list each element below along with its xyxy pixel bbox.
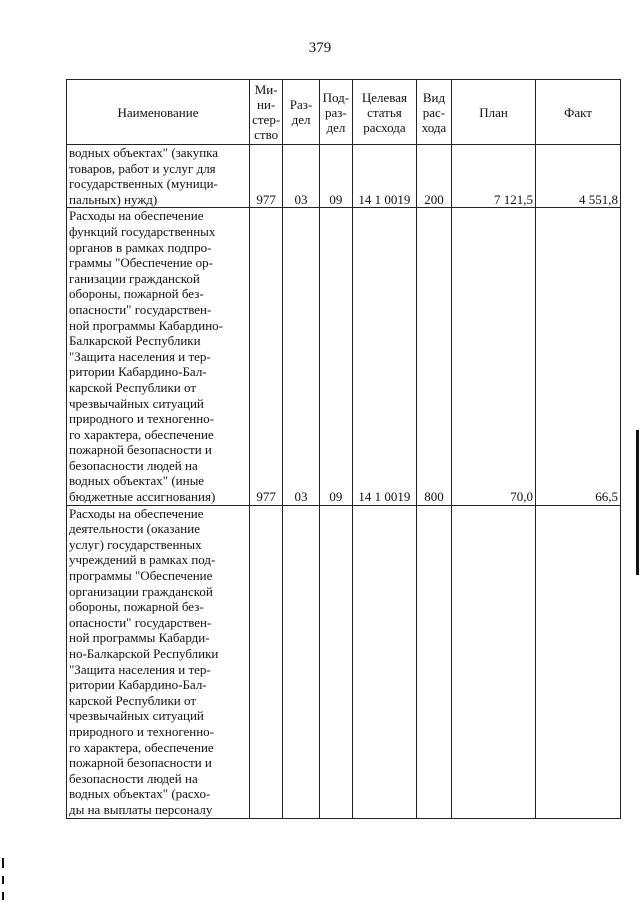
header-target: Целевая статья расхода [353,80,417,145]
row-plan: 7 121,5 [452,145,536,208]
budget-table [66,79,621,819]
row-type: 800 [416,208,451,505]
row-section: 03 [283,208,319,505]
table-header-row [67,80,621,145]
page-number: 379 [308,40,332,56]
row-name: водных объектах" (закупка товаров, работ и услуг для государственных (муници- пальных) нужд) [67,145,250,208]
row-target: 14 1 0019 [353,145,417,208]
row-subsection: 09 [319,208,352,505]
row-type [416,505,451,818]
header-subsection: Под- раз- дел [319,80,352,145]
header-ministry: Ми- ни- стер- ство [249,80,282,145]
table-row [67,208,621,505]
row-fact: 4 551,8 [536,145,621,208]
scan-edge-mark [636,430,639,575]
row-fact: 66,5 [536,208,621,505]
row-ministry: 977 [249,208,282,505]
scan-binding-mark [2,892,4,900]
row-subsection: 09 [319,145,352,208]
row-ministry [249,505,282,818]
scan-binding-mark [2,876,4,884]
header-name: Наименование [67,80,250,145]
header-fact: Факт [536,80,621,145]
header-type: Вид рас- хода [416,80,451,145]
row-type: 200 [416,145,451,208]
row-target: 14 1 0019 [353,208,417,505]
table-row [67,505,621,818]
scan-binding-mark [2,858,4,868]
table-row [67,145,621,208]
row-name: Расходы на обеспечение функций государственных органов в рамках подпро- граммы "Обеспечение ор- ганизации гражданской обороны, пожарной без- опасности" государствен- ной программы Кабардино- Балкарской Республики "Защита населения и тер- ритории Кабардино-Бал- карской Республики от чрезвычайных ситуаций природного и техногенно- го характера, обеспечение пожарной безопасности и безопасности людей на водных объектах" (иные бюджетные ассигнования) [67,208,250,505]
row-section: 03 [283,145,319,208]
row-section [283,505,319,818]
row-ministry: 977 [249,145,282,208]
row-name: Расходы на обеспечение деятельности (оказание услуг) государственных учреждений в рамках под- программы "Обеспечение организации гражданской обороны, пожарной без- опасности" государствен- ной программы Кабарди- но-Балкарской Республики "Защита населения и тер- ритории Кабардино-Бал- карской Республики от чрезвычайных ситуаций природного и техногенно- го характера, обеспечение пожарной безопасности и безопасности людей на водных объектах" (расхо- ды на выплаты персоналу [67,505,250,818]
header-section: Раз- дел [283,80,319,145]
row-plan: 70,0 [452,208,536,505]
row-subsection [319,505,352,818]
row-target [353,505,417,818]
row-plan [452,505,536,818]
header-plan: План [452,80,536,145]
row-fact [536,505,621,818]
